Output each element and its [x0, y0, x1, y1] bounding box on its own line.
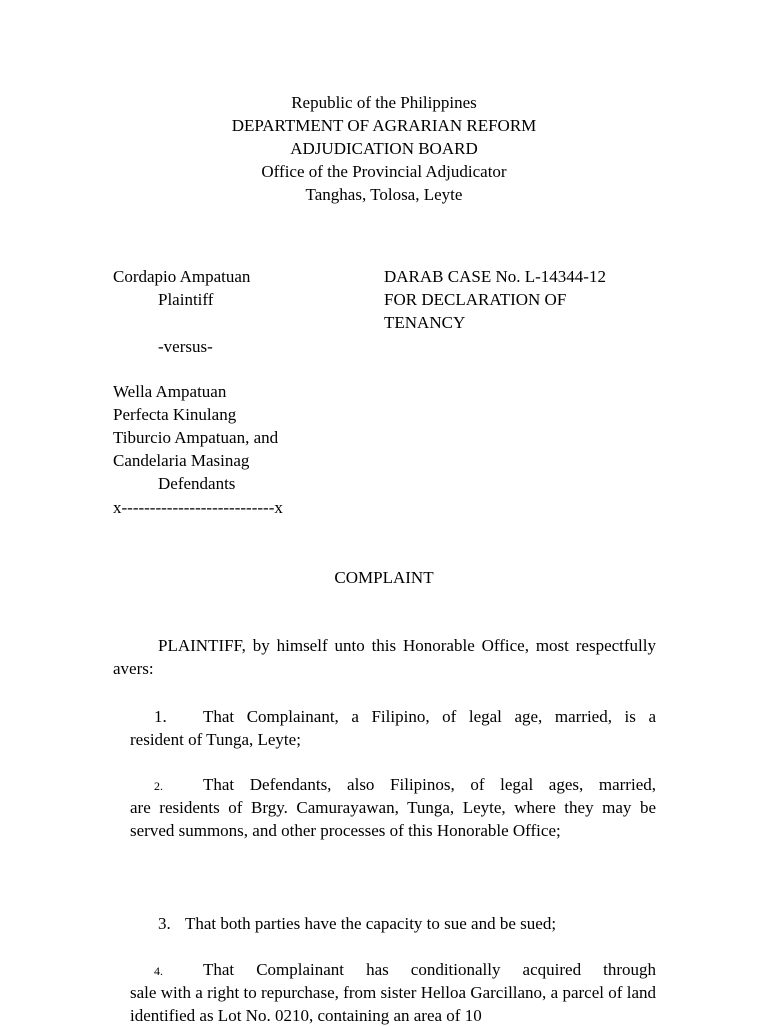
plaintiff-label: Plaintiff	[158, 290, 214, 309]
paragraph-first-line: That Complainant, a Filipino, of legal age, married, is a	[203, 707, 656, 726]
paragraph-body: sale with a right to repurchase, from sister Helloa Garcillano, a parcel of land identified as Lot No. 0210, containing an area of 10	[130, 983, 656, 1025]
header-office: Office of the Provincial Adjudicator	[261, 162, 507, 181]
paragraph-number: 1.	[154, 707, 167, 726]
paragraph-first-line: That Complainant has conditionally acquired through	[203, 960, 656, 979]
header-department: DEPARTMENT OF AGRARIAN REFORM	[231, 116, 537, 135]
paragraph-first-line: That Defendants, also Filipinos, of legal ages, married,	[203, 775, 656, 794]
case-title-line1: FOR DECLARATION OF	[384, 290, 567, 309]
intro-paragraph: PLAINTIFF, by himself unto this Honorable Office, most respectfully avers:	[113, 636, 656, 678]
versus-label: -versus-	[158, 337, 213, 356]
defendant-name: Perfecta Kinulang	[113, 405, 237, 424]
header-republic: Republic of the Philippines	[291, 93, 477, 112]
paragraph-first-line: That both parties have the capacity to sue and be sued;	[185, 914, 557, 933]
plaintiff-name: Cordapio Ampatuan	[113, 267, 251, 286]
case-title-line2: TENANCY	[384, 313, 466, 332]
caption-separator: x---------------------------x	[113, 498, 283, 517]
header-address: Tanghas, Tolosa, Leyte	[305, 185, 463, 204]
case-number: DARAB CASE No. L-14344-12	[384, 267, 606, 286]
paragraph-body: resident of Tunga, Leyte;	[130, 730, 301, 749]
header-board: ADJUDICATION BOARD	[290, 139, 478, 158]
paragraph-number: 4.	[154, 964, 163, 978]
paragraph-number: 3.	[158, 914, 171, 933]
paragraph-body: are residents of Brgy. Camurayawan, Tunga, Leyte, where they may be served summons, and other processes of this Honorable Office;	[130, 798, 656, 840]
defendant-name: Wella Ampatuan	[113, 382, 227, 401]
defendant-name: Candelaria Masinag	[113, 451, 250, 470]
defendant-name: Tiburcio Ampatuan, and	[113, 428, 279, 447]
paragraph-number: 2.	[154, 779, 163, 793]
defendants-label: Defendants	[158, 474, 236, 493]
document-title: COMPLAINT	[334, 568, 434, 587]
